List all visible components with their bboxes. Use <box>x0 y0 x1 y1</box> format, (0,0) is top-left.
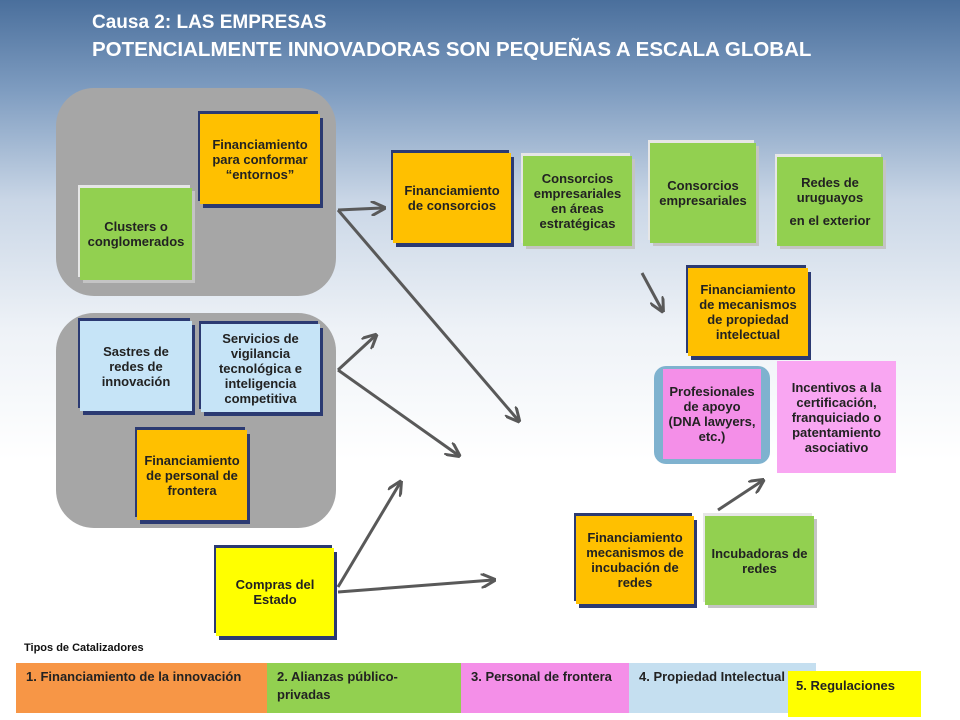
box-consorcios-areas: Consorcios empresariales en áreas estratégicas <box>523 156 632 246</box>
title-line-1: Causa 2: LAS EMPRESAS <box>92 12 327 33</box>
box-fin-personal: Financiamiento de personal de frontera <box>137 430 247 520</box>
box-fin-entornos: Financiamiento para conformar “entornos” <box>200 114 320 204</box>
arrow-to-lower-mid <box>338 370 458 455</box>
legend-item-2: 2. Alianzas público-privadas <box>267 663 461 713</box>
arrow-to-fin-consorcios <box>338 208 383 210</box>
box-clusters: Clusters o conglomerados <box>80 188 192 280</box>
title-line-2: POTENCIALMENTE INNOVADORAS SON PEQUEÑAS A ESCALA GLOBAL <box>92 38 812 61</box>
legend-title: Tipos de Catalizadores <box>24 642 144 654</box>
box-compras: Compras del Estado <box>216 548 334 636</box>
legend <box>16 663 816 713</box>
redes-line-2: en el exterior <box>789 213 871 228</box>
arrow-to-incentivos <box>718 481 762 510</box>
box-incubadoras: Incubadoras de redes <box>705 516 814 605</box>
arrow-compras-up <box>338 483 400 587</box>
box-fin-incubacion: Financiamiento mecanismos de incubación de redes <box>576 516 694 604</box>
legend-item-1: 1. Financiamiento de la innovación <box>16 663 267 713</box>
arrow-to-upper-mid <box>338 336 375 370</box>
box-fin-consorcios: Financiamiento de consorcios <box>393 153 511 243</box>
box-fin-pi: Financiamiento de mecanismos de propiedad intelectual <box>688 268 808 356</box>
legend-item-5: 5. Regulaciones <box>788 671 921 717</box>
box-vigilancia: Servicios de vigilancia tecnológica e inteligencia competitiva <box>201 324 320 412</box>
box-incentivos: Incentivos a la certificación, franquiciado o patentamiento asociativo <box>777 361 896 473</box>
legend-item-4: 4. Propiedad Intelectual <box>629 663 816 713</box>
legend-item-3: 3. Personal de frontera <box>461 663 629 713</box>
box-redes <box>777 157 883 246</box>
arrow-to-fin-pi <box>642 273 662 310</box>
box-consorcios: Consorcios empresariales <box>650 143 756 243</box>
arrow-compras-right <box>338 580 493 592</box>
box-profesionales: Profesionales de apoyo (DNA lawyers, etc.) <box>663 369 761 459</box>
redes-line-1: Redes de uruguayos <box>796 175 864 205</box>
box-sastres: Sastres de redes de innovación <box>80 321 192 411</box>
